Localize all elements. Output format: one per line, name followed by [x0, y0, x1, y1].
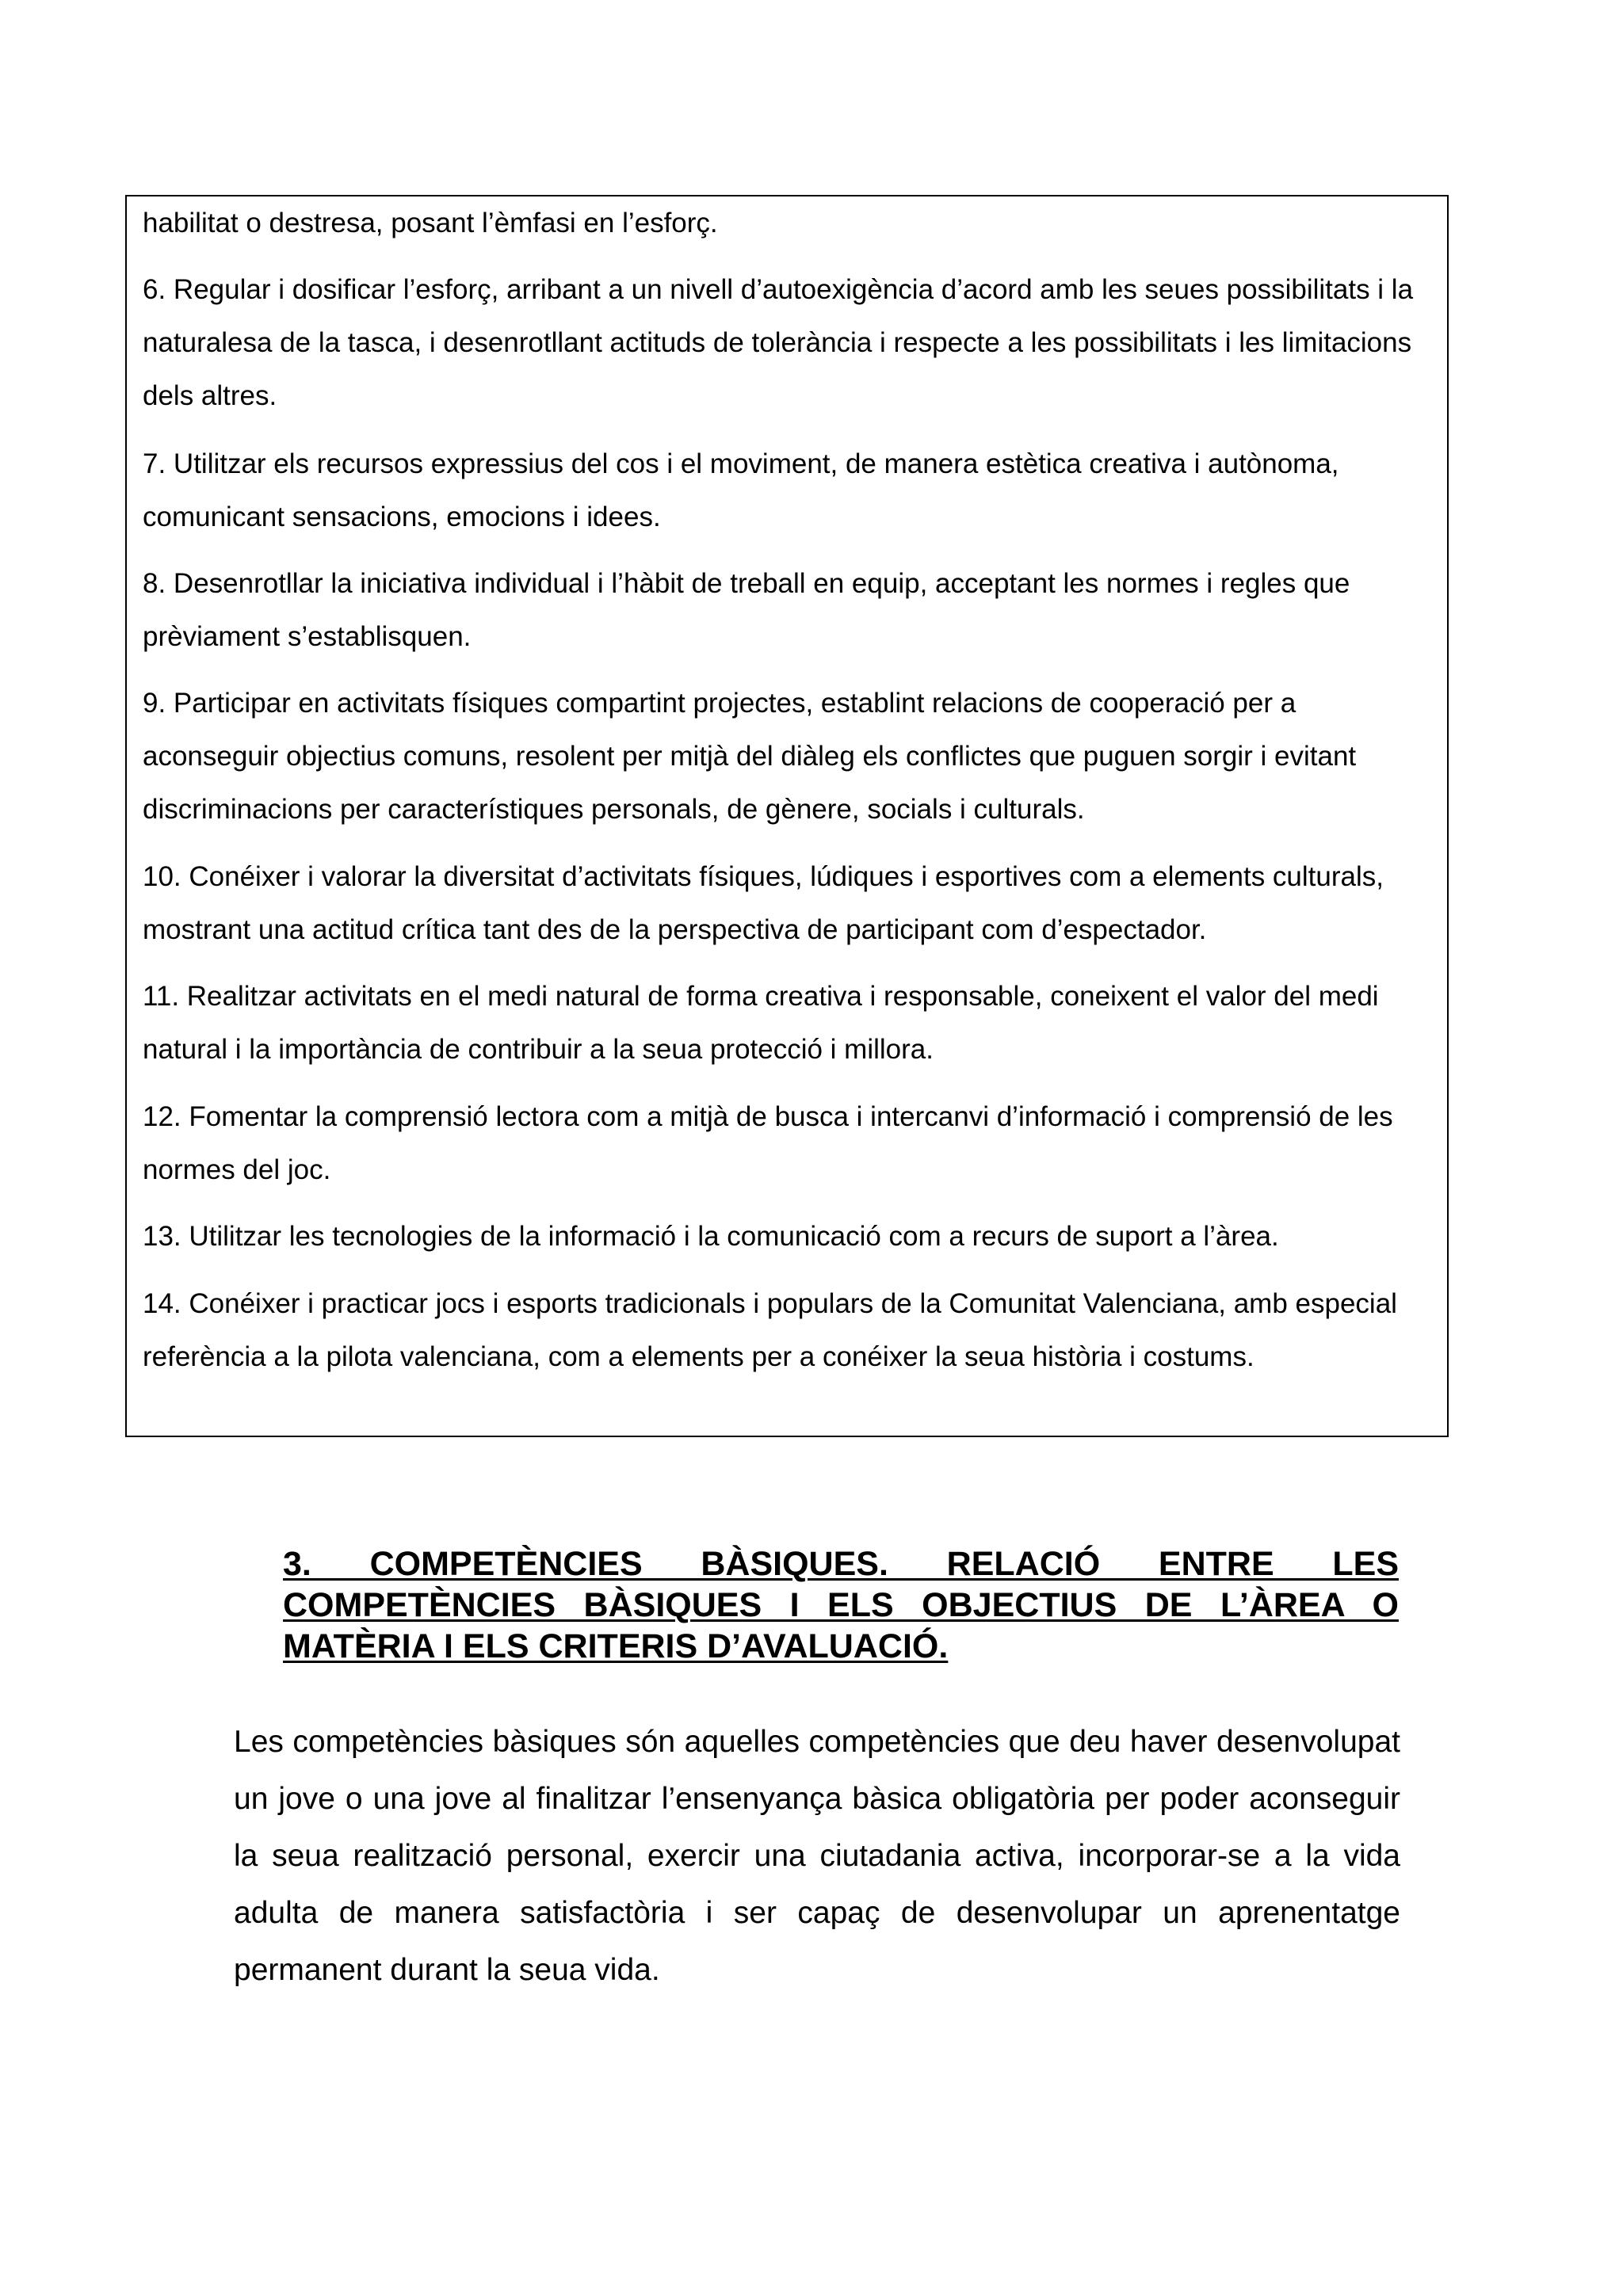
- objective-item-11: 11. Realitzar activitats en el medi natural de forma creativa i responsable, coneixent el valor del medi natural i la importància de contribuir a la seua protecció i millora.: [143, 981, 1379, 1065]
- objective-item-13: 13. Utilitzar les tecnologies de la informació i la comunicació com a recurs de suport a l’àrea.: [143, 1221, 1279, 1252]
- section-body-paragraph: Les competències bàsiques són aquelles competències que deu haver desenvolupat un jove o una jove al finalitzar l’ensenyança bàsica obligatòria per poder aconseguir la seua realització personal, exercir una ciutadania activa, incorporar-se a la vida adulta de manera satisfactòria i ser capaç de desenvolupar un aprenentatge permanent durant la seua vida.: [234, 1725, 1400, 1987]
- section-heading: 3. COMPETÈNCIES BÀSIQUES. RELACIÓ ENTRE LES COMPETÈNCIES BÀSIQUES I ELS OBJECTIUS DE L’ÀREA O MATÈRIA I ELS CRITERIS D’AVALUACIÓ.: [283, 1545, 1399, 1665]
- objective-item-10: 10. Conéixer i valorar la diversitat d’activitats físiques, lúdiques i esportives com a elements culturals, mostrant una actitud crítica tant des de la perspectiva de participant com d’espectador.: [143, 861, 1384, 945]
- objectives-box: [125, 195, 1449, 1437]
- objective-item-8: 8. Desenrotllar la iniciativa individual i l’hàbit de treball en equip, acceptant les normes i regles que prèviament s’establisquen.: [143, 568, 1350, 652]
- objective-item-7: 7. Utilitzar els recursos expressius del cos i el moviment, de manera estètica creativa i autònoma, comunicant sensacions, emocions i idees.: [143, 448, 1339, 532]
- objective-item-5-continuation: habilitat o destresa, posant l’èmfasi en l’esforç.: [143, 208, 718, 238]
- objective-item-6: 6. Regular i dosificar l’esforç, arribant a un nivell d’autoexigència d’acord amb les seues possibilitats i la naturalesa de la tasca, i desenrotllant actituds de tolerància i respecte a les possibilitats i les limitacions dels altres.: [143, 274, 1414, 411]
- objective-item-9: 9. Participar en activitats físiques compartint projectes, establint relacions de cooperació per a aconseguir objectius comuns, resolent per mitjà del diàleg els conflictes que puguen sorgir i evitant discriminacions per característiques personals, de gènere, socials i culturals.: [143, 688, 1357, 825]
- objective-item-14: 14. Conéixer i practicar jocs i esports tradicionals i populars de la Comunitat Valenciana, amb especial referència a la pilota valenciana, com a elements per a conéixer la seua història i costums.: [143, 1288, 1397, 1372]
- objective-item-12: 12. Fomentar la comprensió lectora com a mitjà de busca i intercanvi d’informació i comprensió de les normes del joc.: [143, 1101, 1393, 1185]
